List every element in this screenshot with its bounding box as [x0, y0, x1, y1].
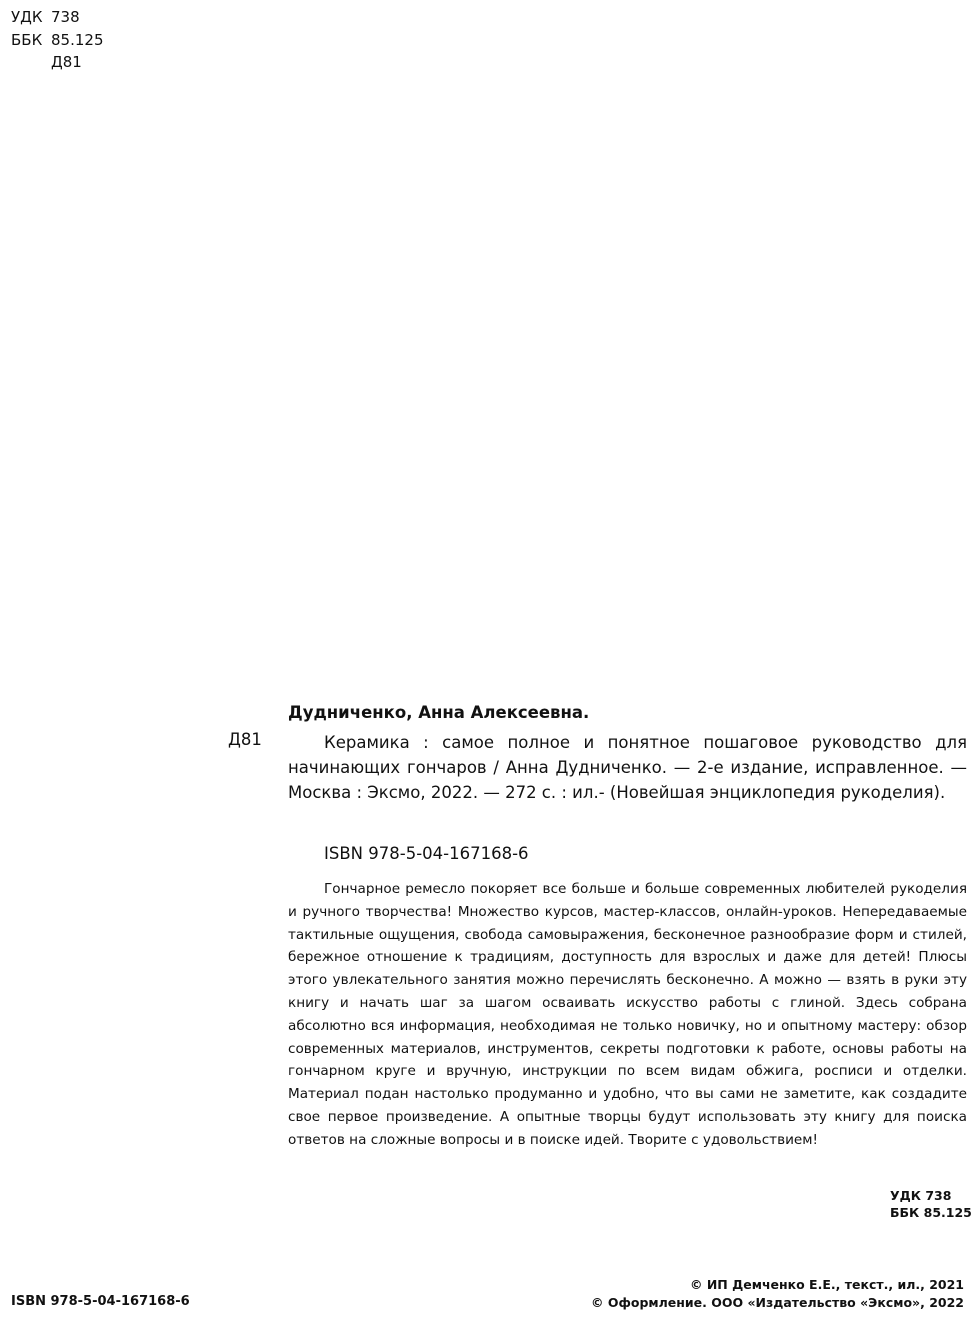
udk-label: УДК — [11, 8, 43, 26]
copyright-design: © Оформление. ООО «Издательство «Эксмо», 2022 — [591, 1294, 964, 1310]
bbk-bottom: ББК 85.125 — [890, 1205, 972, 1220]
author-heading: Дудниченко, Анна Алексеевна. — [288, 703, 590, 722]
copyright-block — [580, 1276, 964, 1311]
classification-codes — [11, 6, 104, 74]
bbk-label: ББК — [11, 30, 43, 49]
udk-row — [11, 6, 104, 29]
isbn-footer: ISBN 978-5-04-167168-6 — [11, 1294, 190, 1309]
author-mark: Д81 — [228, 730, 262, 749]
udk-value: 738 — [51, 8, 80, 26]
bbk-value: 85.125 — [51, 30, 104, 49]
bbk-row — [11, 29, 104, 52]
copyright-text: © ИП Демченко Е.Е., текст., ил., 2021 — [689, 1277, 964, 1292]
bottom-classification-codes — [820, 1187, 972, 1221]
udk-bottom: УДК 738 — [890, 1188, 952, 1203]
annotation: Гончарное ремесло покоряет все больше и больше современных любителей рукоделия и ручного творчества! Множество курсов, мастер-классов, онлайн-уроков. Непередаваемые тактильные ощущения, свобода самовыражения, бесконечное разнообразие форм и стилей, бережное отношение к традициям, доступность для взрослых и даже для детей! Плюсы этого увлекательного занятия можно перечислять бесконечно. А можно — взять в руки эту книгу и начать шаг за шагом осваивать искусство работы с глиной. Здесь собрана абсолютно вся информация, необходимая не только новичку, но и опытному мастеру: обзор современных материалов, инструментов, секреты подготовки к работе, основы работы на гончарном круге и вручную, инструкции по всем видам обжига, росписи и отделки. Материал подан настолько продуманно и удобно, что вы сами не заметите, как создадите свое первое произведение. А опытные творцы будут использовать эту книгу для поиска ответов на сложные вопросы и в поиске идей. Творите с удовольствием! — [288, 881, 967, 1148]
bibliographic-description: Керамика : самое полное и понятное пошаговое руководство для начинающих гончаров / Анна Дудниченко. — 2-е издание, исправленное. — Москва : Эксмо, 2022. — 272 с. : ил.- (Новейшая энциклопедия рукоделия). — [288, 733, 967, 803]
isbn-catalog: ISBN 978-5-04-167168-6 — [324, 844, 529, 863]
author-mark-top: Д81 — [51, 53, 82, 71]
